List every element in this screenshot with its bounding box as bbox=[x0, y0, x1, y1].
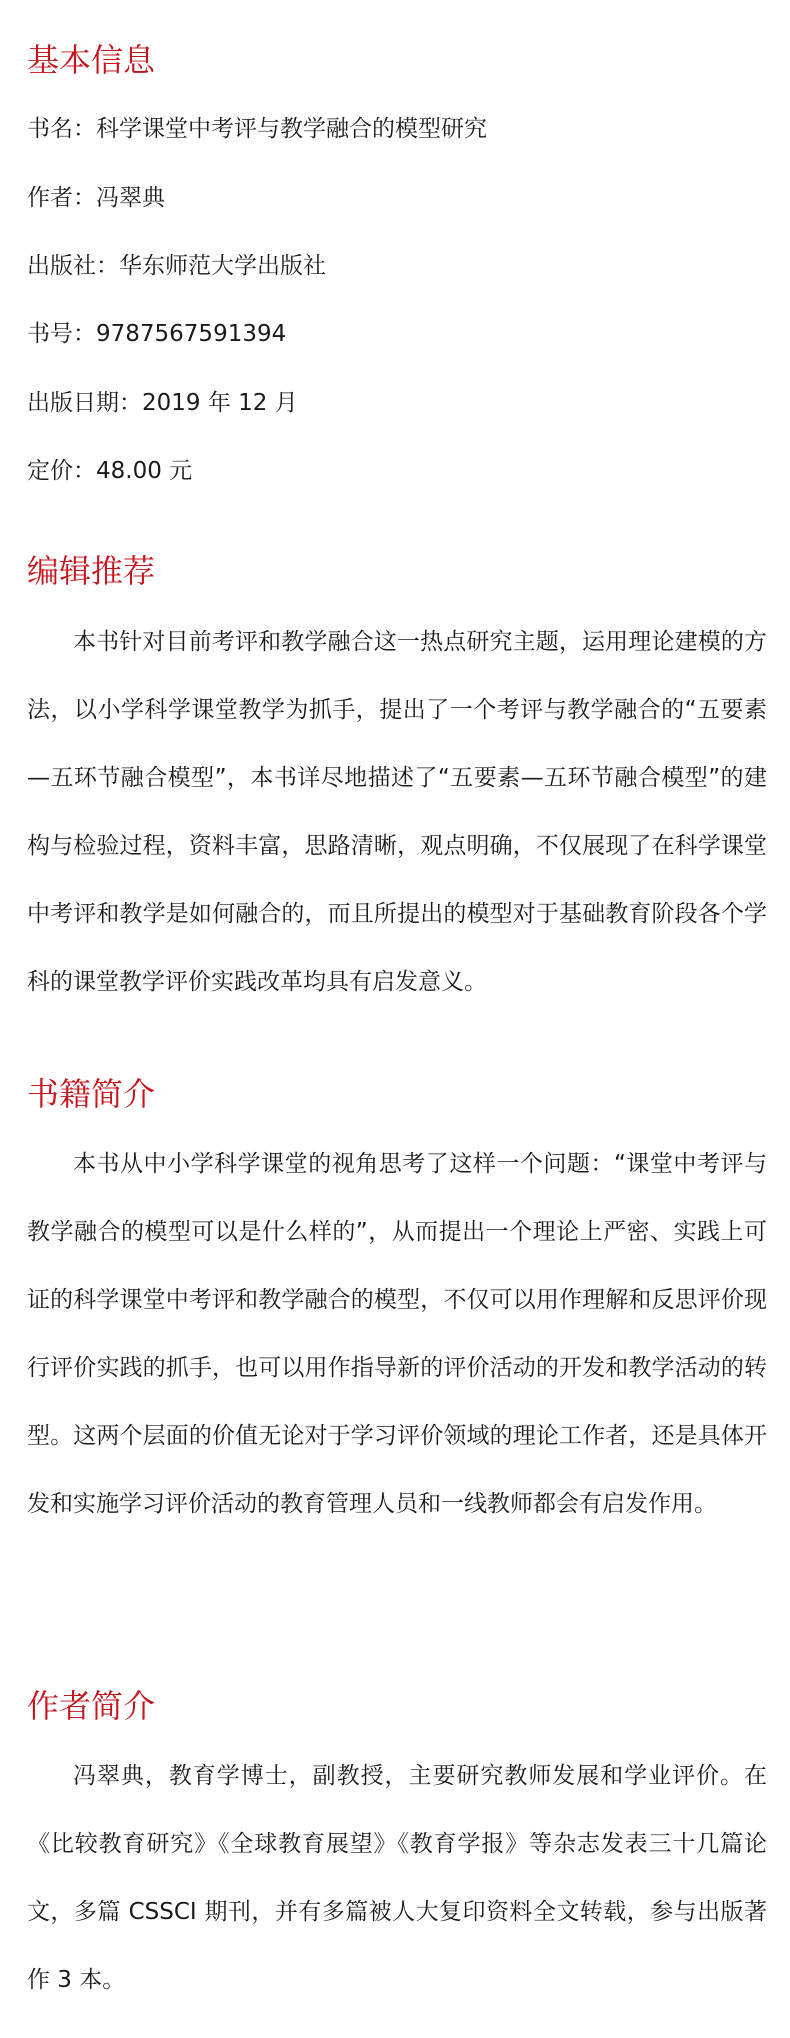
price-line: 定价：48.00 元 bbox=[27, 458, 193, 484]
author-intro-heading: 作者简介 bbox=[27, 1687, 156, 1725]
basic-info-heading: 基本信息 bbox=[27, 41, 156, 79]
isbn-line: 书号：9787567591394 bbox=[27, 321, 287, 347]
book-intro-heading: 书籍简介 bbox=[27, 1075, 156, 1113]
editor-recommend-heading: 编辑推荐 bbox=[27, 552, 156, 590]
editor-recommend-text: 本书针对目前考评和教学融合这一热点研究主题，运用理论建模的方法，以小学科学课堂教学为抓手，提出了一个考评与教学融合的“五要素—五环节融合模型”，本书详尽地描述了“五要素—五环节融合模型”的建构与检验过程，资料丰富，思路清晰，观点明确，不仅展现了在科学课堂中考评和教学是如何融合的，而且所提出的模型对于基础教育阶段各个学科的课堂教学评价实践改革均具有启发意义。 bbox=[27, 629, 767, 995]
publisher-line: 出版社：华东师范大学出版社 bbox=[27, 253, 326, 279]
author-intro-text: 冯翠典，教育学博士，副教授，主要研究教师发展和学业评价。在《比较教育研究》《全球教育展望》《教育学报》等杂志发表三十几篇论文，多篇 CSSCI 期刊，并有多篇被人大复印资料全文转载，参与出版著作 3 本。 bbox=[27, 1763, 767, 1993]
book-intro-text: 本书从中小学科学课堂的视角思考了这样一个问题：“课堂中考评与教学融合的模型可以是什么样的”，从而提出一个理论上严密、实践上可证的科学课堂中考评和教学融合的模型，不仅可以用作理解和反思评价现行评价实践的抓手，也可以用作指导新的评价活动的开发和教学活动的转型。这两个层面的价值无论对于学习评价领域的理论工作者，还是具体开发和实施学习评价活动的教育管理人员和一线教师都会有启发作用。 bbox=[27, 1151, 767, 1517]
publish-date-line: 出版日期：2019 年 12 月 bbox=[27, 390, 298, 416]
book-title-line: 书名：科学课堂中考评与教学融合的模型研究 bbox=[27, 116, 487, 142]
author-line: 作者：冯翠典 bbox=[27, 185, 165, 211]
